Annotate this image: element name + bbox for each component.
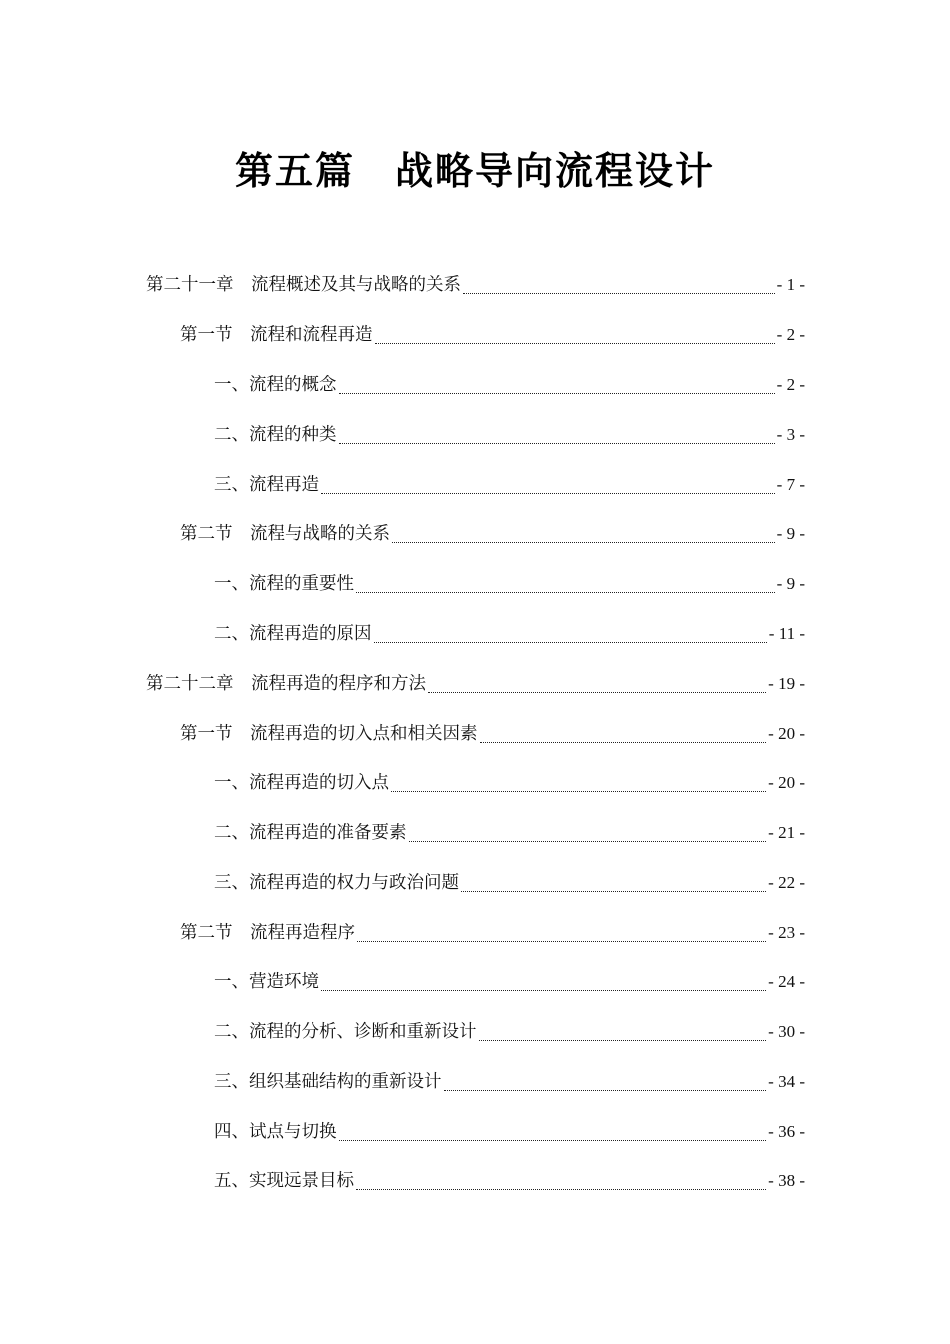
toc-entry[interactable] [214, 470, 805, 500]
toc-label: 第二节 流程与战略的关系 [180, 524, 390, 544]
toc-page-number: - 22 - [768, 873, 805, 892]
toc-leader [321, 492, 775, 494]
toc-page-number: - 9 - [776, 574, 805, 593]
toc-entry[interactable] [214, 967, 805, 997]
toc-page-number: - 24 - [768, 972, 805, 991]
toc-label: 第二十一章 流程概述及其与战略的关系 [146, 275, 461, 295]
toc-entry[interactable] [214, 420, 805, 450]
toc-page-number: - 38 - [768, 1171, 805, 1190]
toc-label: 二、流程的分析、诊断和重新设计 [214, 1022, 477, 1042]
toc-entry[interactable] [146, 270, 805, 300]
toc-label: 四、试点与切换 [214, 1122, 337, 1142]
toc-leader [463, 292, 775, 294]
toc-entry[interactable] [180, 320, 805, 350]
toc-page-number: - 34 - [768, 1072, 805, 1091]
toc-entry[interactable] [214, 818, 805, 848]
toc-label: 三、流程再造 [214, 475, 319, 495]
toc-page-number: - 3 - [776, 425, 805, 444]
toc-leader [428, 691, 766, 693]
toc-page-number: - 30 - [768, 1022, 805, 1041]
toc-leader [391, 790, 766, 792]
toc-page-number: - 36 - [768, 1122, 805, 1141]
toc-label: 一、营造环境 [214, 972, 319, 992]
toc-page-number: - 23 - [768, 923, 805, 942]
toc-leader [392, 541, 775, 543]
toc-leader [321, 989, 766, 991]
toc-label: 一、流程的概念 [214, 375, 337, 395]
toc-entry[interactable] [214, 1117, 805, 1147]
toc-entry[interactable] [180, 519, 805, 549]
toc-entry[interactable] [146, 669, 805, 699]
toc-leader [480, 741, 767, 743]
toc-leader [375, 342, 775, 344]
toc-label: 一、流程的重要性 [214, 574, 354, 594]
toc-page-number: - 9 - [776, 524, 805, 543]
toc-label: 三、组织基础结构的重新设计 [214, 1072, 442, 1092]
toc-label: 二、流程再造的准备要素 [214, 823, 407, 843]
toc-entry[interactable] [214, 1017, 805, 1047]
toc-page-number: - 21 - [768, 823, 805, 842]
toc-leader [356, 591, 775, 593]
toc-label: 三、流程再造的权力与政治问题 [214, 873, 459, 893]
toc-leader [409, 840, 767, 842]
toc-leader [444, 1089, 767, 1091]
toc-label: 第二节 流程再造程序 [180, 923, 355, 943]
toc-label: 第一节 流程和流程再造 [180, 325, 373, 345]
toc-page-number: - 20 - [768, 724, 805, 743]
toc-leader [357, 940, 766, 942]
toc-entry[interactable] [214, 768, 805, 798]
toc-label: 第一节 流程再造的切入点和相关因素 [180, 724, 478, 744]
toc-label: 一、流程再造的切入点 [214, 773, 389, 793]
toc-leader [461, 890, 766, 892]
toc-page-number: - 19 - [768, 674, 805, 693]
toc-leader [339, 392, 775, 394]
toc-page-number: - 7 - [776, 475, 805, 494]
toc-label: 二、流程再造的原因 [214, 624, 372, 644]
toc-label: 第二十二章 流程再造的程序和方法 [146, 674, 426, 694]
toc-entry[interactable] [180, 918, 805, 948]
toc-entry[interactable] [214, 370, 805, 400]
toc-leader [339, 442, 775, 444]
toc-page-number: - 2 - [776, 325, 805, 344]
toc-leader [339, 1139, 767, 1141]
toc-page-number: - 2 - [776, 375, 805, 394]
toc-entry[interactable] [180, 719, 805, 749]
toc-page-number: - 11 - [768, 624, 805, 643]
toc-page-number: - 1 - [776, 275, 805, 294]
toc-entry[interactable] [214, 1067, 805, 1097]
toc-leader [374, 641, 767, 643]
toc-entry[interactable] [214, 1166, 805, 1196]
toc-leader [479, 1039, 767, 1041]
toc-leader [356, 1188, 766, 1190]
page-title: 第五篇 战略导向流程设计 [234, 148, 715, 193]
toc-page-number: - 20 - [768, 773, 805, 792]
toc-label: 五、实现远景目标 [214, 1171, 354, 1191]
toc-entry[interactable] [214, 868, 805, 898]
toc-entry[interactable] [214, 569, 805, 599]
toc-label: 二、流程的种类 [214, 425, 337, 445]
toc-entry[interactable] [214, 619, 805, 649]
